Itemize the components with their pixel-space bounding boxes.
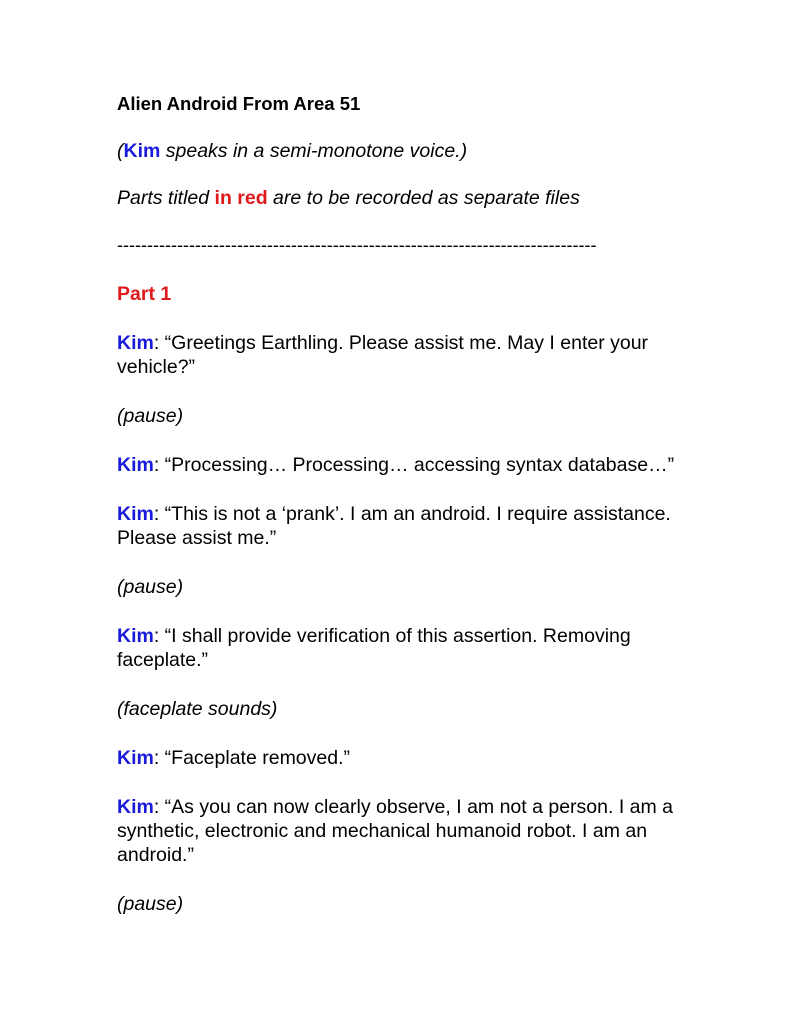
speaker-name: Kim	[117, 332, 154, 354]
voice-note-speaker: Kim	[123, 140, 161, 162]
dialogue-line	[117, 795, 687, 867]
dialogue-line	[117, 502, 687, 550]
part-heading: Part 1	[117, 283, 172, 305]
dialogue-text: : “Greetings Earthling. Please assist me. May I enter your vehicle?”	[117, 332, 649, 378]
voice-note-open-paren: (	[117, 140, 124, 162]
recording-note-highlight: in red	[214, 187, 268, 209]
voice-note-text: speaks in a semi-monotone voice.)	[160, 140, 468, 162]
speaker-name: Kim	[117, 625, 154, 647]
dialogue-line	[117, 746, 687, 770]
script-body	[117, 331, 687, 916]
recording-note-after: are to be recorded as separate files	[267, 187, 580, 209]
separator-line: --------------------------------------------------------------------------------	[117, 235, 597, 255]
dialogue-line	[117, 331, 687, 379]
recording-note	[117, 186, 687, 210]
dialogue-line	[117, 453, 687, 477]
dialogue-text: : “Faceplate removed.”	[153, 747, 351, 769]
speaker-name: Kim	[117, 454, 154, 476]
stage-direction: (pause)	[117, 405, 184, 427]
stage-direction: (pause)	[117, 893, 184, 915]
recording-note-before: Parts titled	[117, 187, 215, 209]
dialogue-text: : “I shall provide verification of this assertion. Removing faceplate.”	[117, 625, 631, 671]
speaker-name: Kim	[117, 796, 154, 818]
document-page	[117, 92, 687, 916]
speaker-name: Kim	[117, 503, 154, 525]
dialogue-text: : “This is not a ‘prank’. I am an android. I require assistance. Please assist me.”	[117, 503, 671, 549]
document-title: Alien Android From Area 51	[117, 93, 361, 114]
voice-note	[117, 139, 687, 163]
stage-direction: (faceplate sounds)	[117, 698, 278, 720]
stage-direction: (pause)	[117, 576, 184, 598]
dialogue-text: : “Processing… Processing… accessing syntax database…”	[153, 454, 675, 476]
speaker-name: Kim	[117, 747, 154, 769]
dialogue-text: : “As you can now clearly observe, I am not a person. I am a synthetic, electronic and mechanical humanoid robot. I am an android.”	[117, 796, 674, 866]
dialogue-line	[117, 624, 687, 672]
